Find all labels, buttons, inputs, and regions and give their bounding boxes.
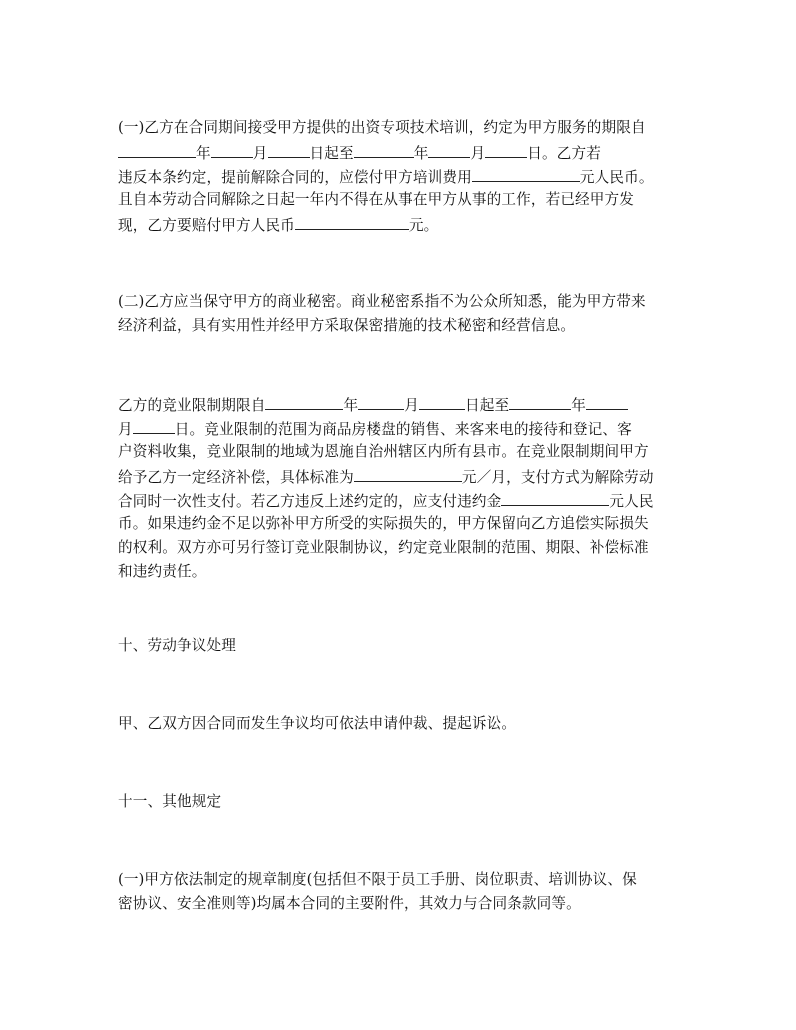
blank-noncompete-month-end-a xyxy=(586,392,628,410)
paragraph-3-line-3 xyxy=(118,440,649,464)
blank-noncompete-day-end xyxy=(133,416,175,434)
paragraph-4-text: 甲、乙双方因合同而发生争议均可依法申请仲裁、提起诉讼。 xyxy=(118,715,517,732)
label-month: 月 xyxy=(118,421,133,438)
paragraph-3-line-7 xyxy=(118,536,649,560)
paragraph-1-text: (一)乙方在合同期间接受甲方提供的出资专项技术培训，约定为甲方服务的期限自 xyxy=(118,119,646,136)
paragraph-3-text: 币。如果违约金不足以弥补甲方所受的实际损失的，甲方保留向乙方追偿实际损失 xyxy=(118,515,649,532)
section-heading-text: 十、劳动争议处理 xyxy=(118,637,236,654)
paragraph-3-text: 元人民 xyxy=(609,493,654,510)
blank-noncompete-year-end xyxy=(509,392,571,410)
section-heading-11 xyxy=(118,790,221,814)
blank-noncompete-year-start xyxy=(265,392,343,410)
paragraph-5-line-2 xyxy=(118,892,581,916)
paragraph-1-line-2 xyxy=(118,140,601,164)
paragraph-4 xyxy=(118,712,516,736)
blank-monthly-compensation xyxy=(354,464,462,482)
label-month: 月 xyxy=(252,145,268,162)
blank-month-end xyxy=(428,140,470,158)
blank-compensation-amount xyxy=(295,212,409,230)
paragraph-3-line-1 xyxy=(118,392,628,416)
blank-day-end xyxy=(485,140,527,158)
paragraph-1-line-1 xyxy=(118,116,646,140)
paragraph-5-text: (一)甲方依法制定的规章制度(包括但不限于员工手册、岗位职责、培训协议、保 xyxy=(118,871,637,888)
blank-month-start xyxy=(211,140,253,158)
paragraph-2-text: (二)乙方应当保守甲方的商业秘密。商业秘密系指不为公众所知悉，能为甲方带来 xyxy=(118,293,646,310)
label-year: 年 xyxy=(413,145,429,162)
label-month: 月 xyxy=(404,397,419,414)
paragraph-3-text: 的权利。双方亦可另行签订竞业限制协议，约定竞业限制的范围、期限、补偿标准 xyxy=(118,539,649,556)
paragraph-3-line-8 xyxy=(118,560,206,584)
paragraph-3-text: 户资料收集，竞业限制的地域为恩施自治州辖区内所有县市。在竞业限制期间甲方 xyxy=(118,443,649,460)
paragraph-1-text: 违反本条约定，提前解除合同的，应偿付甲方培训费用 xyxy=(118,169,472,186)
blank-noncompete-month-start xyxy=(358,392,404,410)
label-day-until: 日起至 xyxy=(309,145,354,162)
paragraph-3-text: 给予乙方一定经济补偿，具体标准为 xyxy=(118,469,354,486)
paragraph-3-text: 元／月，支付方式为解除劳动 xyxy=(461,469,654,486)
label-year: 年 xyxy=(196,145,211,162)
label-month: 月 xyxy=(470,145,486,162)
paragraph-1-line-5 xyxy=(118,212,438,236)
paragraph-3-line-4 xyxy=(118,464,654,488)
paragraph-1-line-4 xyxy=(118,188,634,212)
paragraph-2-text: 经济利益，具有实用性并经甲方采取保密措施的技术秘密和经营信息。 xyxy=(118,317,576,334)
section-heading-10 xyxy=(118,634,236,658)
blank-training-fee xyxy=(472,164,580,182)
paragraph-1-text: 现，乙方要赔付甲方人民币 xyxy=(118,217,295,234)
paragraph-2-line-1 xyxy=(118,290,646,314)
paragraph-3-line-5 xyxy=(118,488,654,512)
label-year: 年 xyxy=(343,397,359,414)
paragraph-5-line-1 xyxy=(118,868,637,892)
blank-year-start xyxy=(118,140,196,158)
label-year: 年 xyxy=(571,397,586,414)
paragraph-3-line-6 xyxy=(118,512,649,536)
label-day-until: 日起至 xyxy=(464,397,510,414)
paragraph-1-text: 日。乙方若 xyxy=(527,145,601,162)
paragraph-2-line-2 xyxy=(118,314,575,338)
paragraph-3-text: 和违约责任。 xyxy=(118,563,207,580)
paragraph-3-text: 合同时一次性支付。若乙方违反上述约定的，应支付违约金 xyxy=(118,493,502,510)
paragraph-1-text: 且自本劳动合同解除之日起一年内不得在从事在甲方从事的工作，若已经甲方发 xyxy=(118,191,635,208)
section-heading-text: 十一、其他规定 xyxy=(118,793,222,810)
paragraph-3-line-2 xyxy=(118,416,632,440)
paragraph-5-text: 密协议、安全准则等)均属本合同的主要附件，其效力与合同条款同等。 xyxy=(118,895,581,912)
blank-day-start xyxy=(268,140,310,158)
blank-penalty-amount xyxy=(501,488,609,506)
paragraph-3-text: 日。竞业限制的范围为商品房楼盘的销售、来客来电的接待和登记、客 xyxy=(174,421,632,438)
paragraph-1-line-3 xyxy=(118,164,654,188)
paragraph-3-text: 乙方的竞业限制期限自 xyxy=(118,397,266,414)
paragraph-1-text: 元。 xyxy=(408,217,439,234)
blank-year-end xyxy=(354,140,414,158)
blank-noncompete-day-start xyxy=(419,392,465,410)
paragraph-1-text: 元人民币。 xyxy=(579,169,654,186)
